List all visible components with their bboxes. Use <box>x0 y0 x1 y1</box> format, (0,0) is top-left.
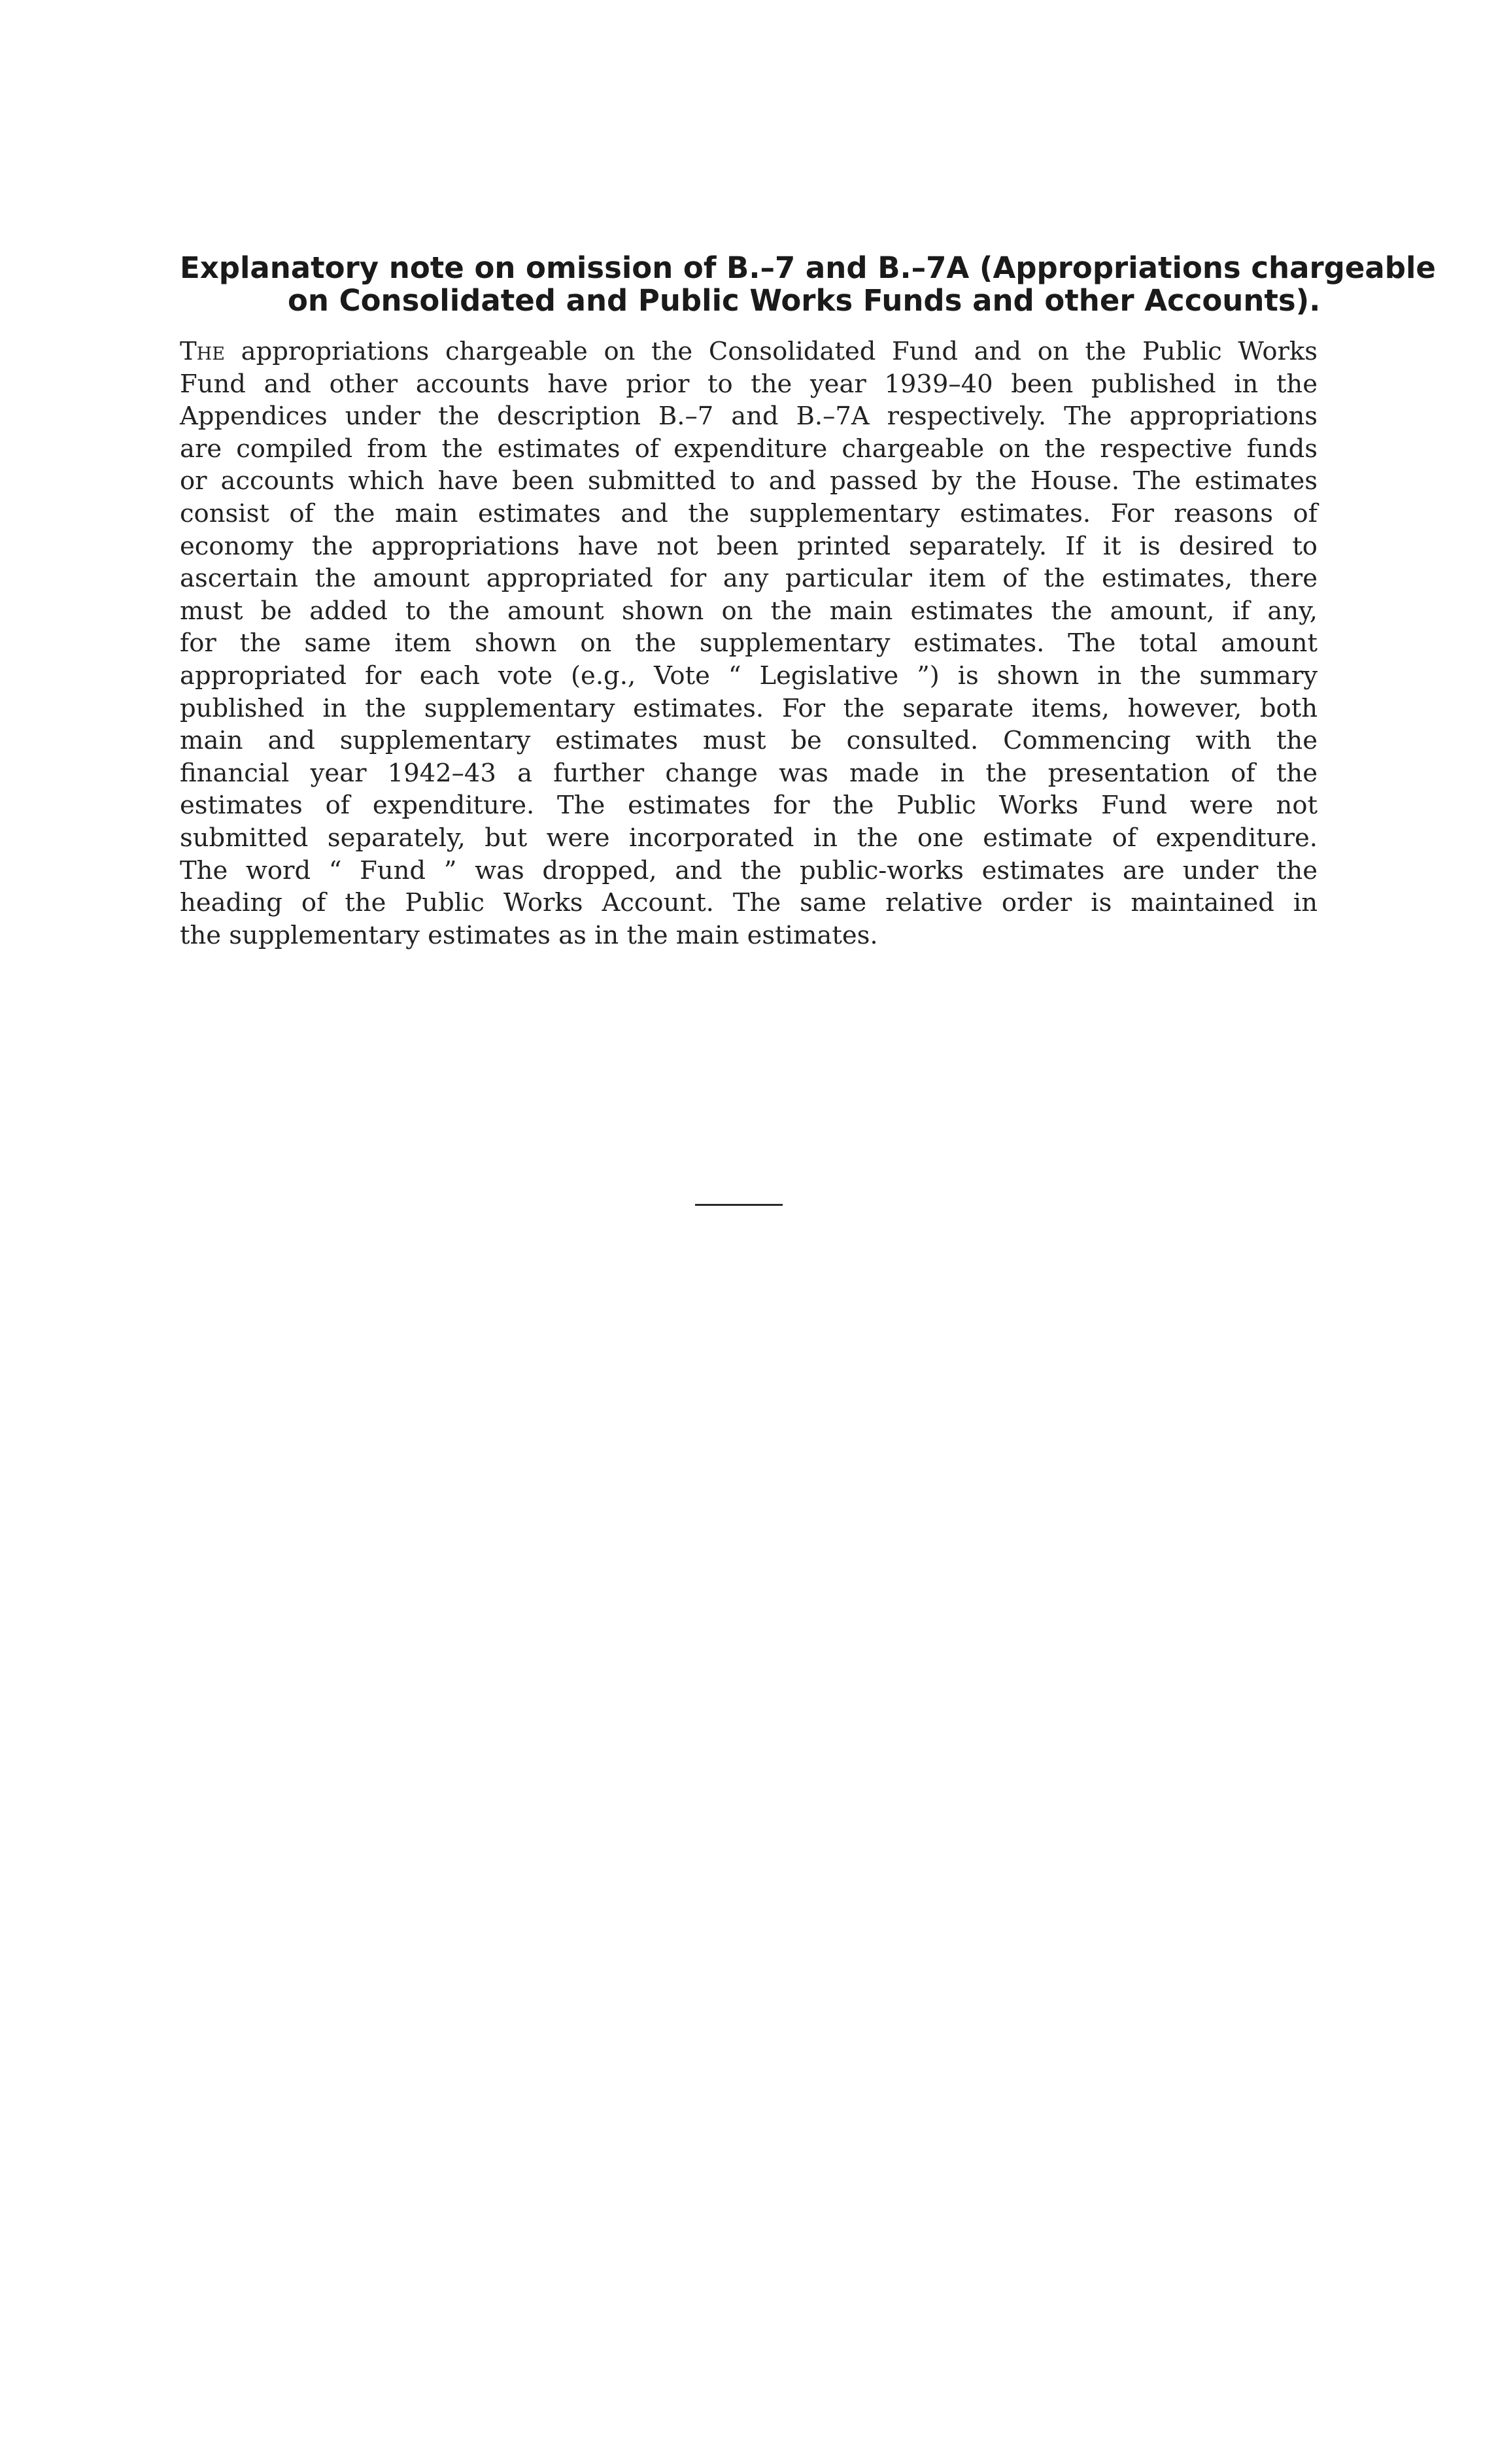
paragraph-line: ascertain the amount appropriated for any particular item of the estimates, there <box>180 564 1318 594</box>
paragraph-line: published in the supplementary estimates. For the separate items, however, both <box>180 693 1318 723</box>
paragraph-line: appropriated for each vote (e.g., Vote “ Legislative ”) is shown in the summary <box>180 660 1318 691</box>
section-divider <box>695 1204 783 1206</box>
paragraph-line: financial year 1942–43 a further change was made in the presentation of the <box>180 758 1318 788</box>
paragraph-line: are compiled from the estimates of expenditure chargeable on the respective funds <box>180 434 1318 464</box>
paragraph-line: for the same item shown on the supplementary estimates. The total amount <box>180 628 1318 659</box>
paragraph-line: economy the appropriations have not been printed separately. If it is desired to <box>180 531 1318 561</box>
title-line-1: Explanatory note on omission of B.–7 and B.–7A (Appropriations chargeable <box>180 250 1436 285</box>
paragraph-line: submitted separately, but were incorporated in the one estimate of expenditure. <box>180 823 1318 853</box>
paragraph-line: main and supplementary estimates must be consulted. Commencing with the <box>180 726 1318 756</box>
page-title <box>180 250 1436 318</box>
paragraph-line-text: appropriations chargeable on the Consolidated Fund and on the Public Works <box>241 337 1318 366</box>
paragraph-line: estimates of expenditure. The estimates for the Public Works Fund were not <box>180 791 1318 821</box>
title-line-2: on Consolidated and Public Works Funds and other Accounts). <box>288 283 1321 318</box>
paragraph-line: the supplementary estimates as in the main estimates. <box>180 920 878 950</box>
paragraph-line: Appendices under the description B.–7 and B.–7A respectively. The appropriations <box>180 402 1318 432</box>
paragraph-line <box>180 335 1318 368</box>
explanatory-paragraph <box>180 335 1318 951</box>
paragraph-line: Fund and other accounts have prior to the year 1939–40 been published in the <box>180 369 1318 399</box>
paragraph-line: must be added to the amount shown on the main estimates the amount, if any, <box>180 596 1318 626</box>
paragraph-line: consist of the main estimates and the supplementary estimates. For reasons of <box>180 498 1318 528</box>
paragraph-line: or accounts which have been submitted to and passed by the House. The estimates <box>180 466 1318 496</box>
paragraph-line: The word “ Fund ” was dropped, and the public-works estimates are under the <box>180 855 1318 885</box>
lead-word: The <box>180 337 225 366</box>
paragraph-line: heading of the Public Works Account. The same relative order is maintained in <box>180 888 1318 918</box>
